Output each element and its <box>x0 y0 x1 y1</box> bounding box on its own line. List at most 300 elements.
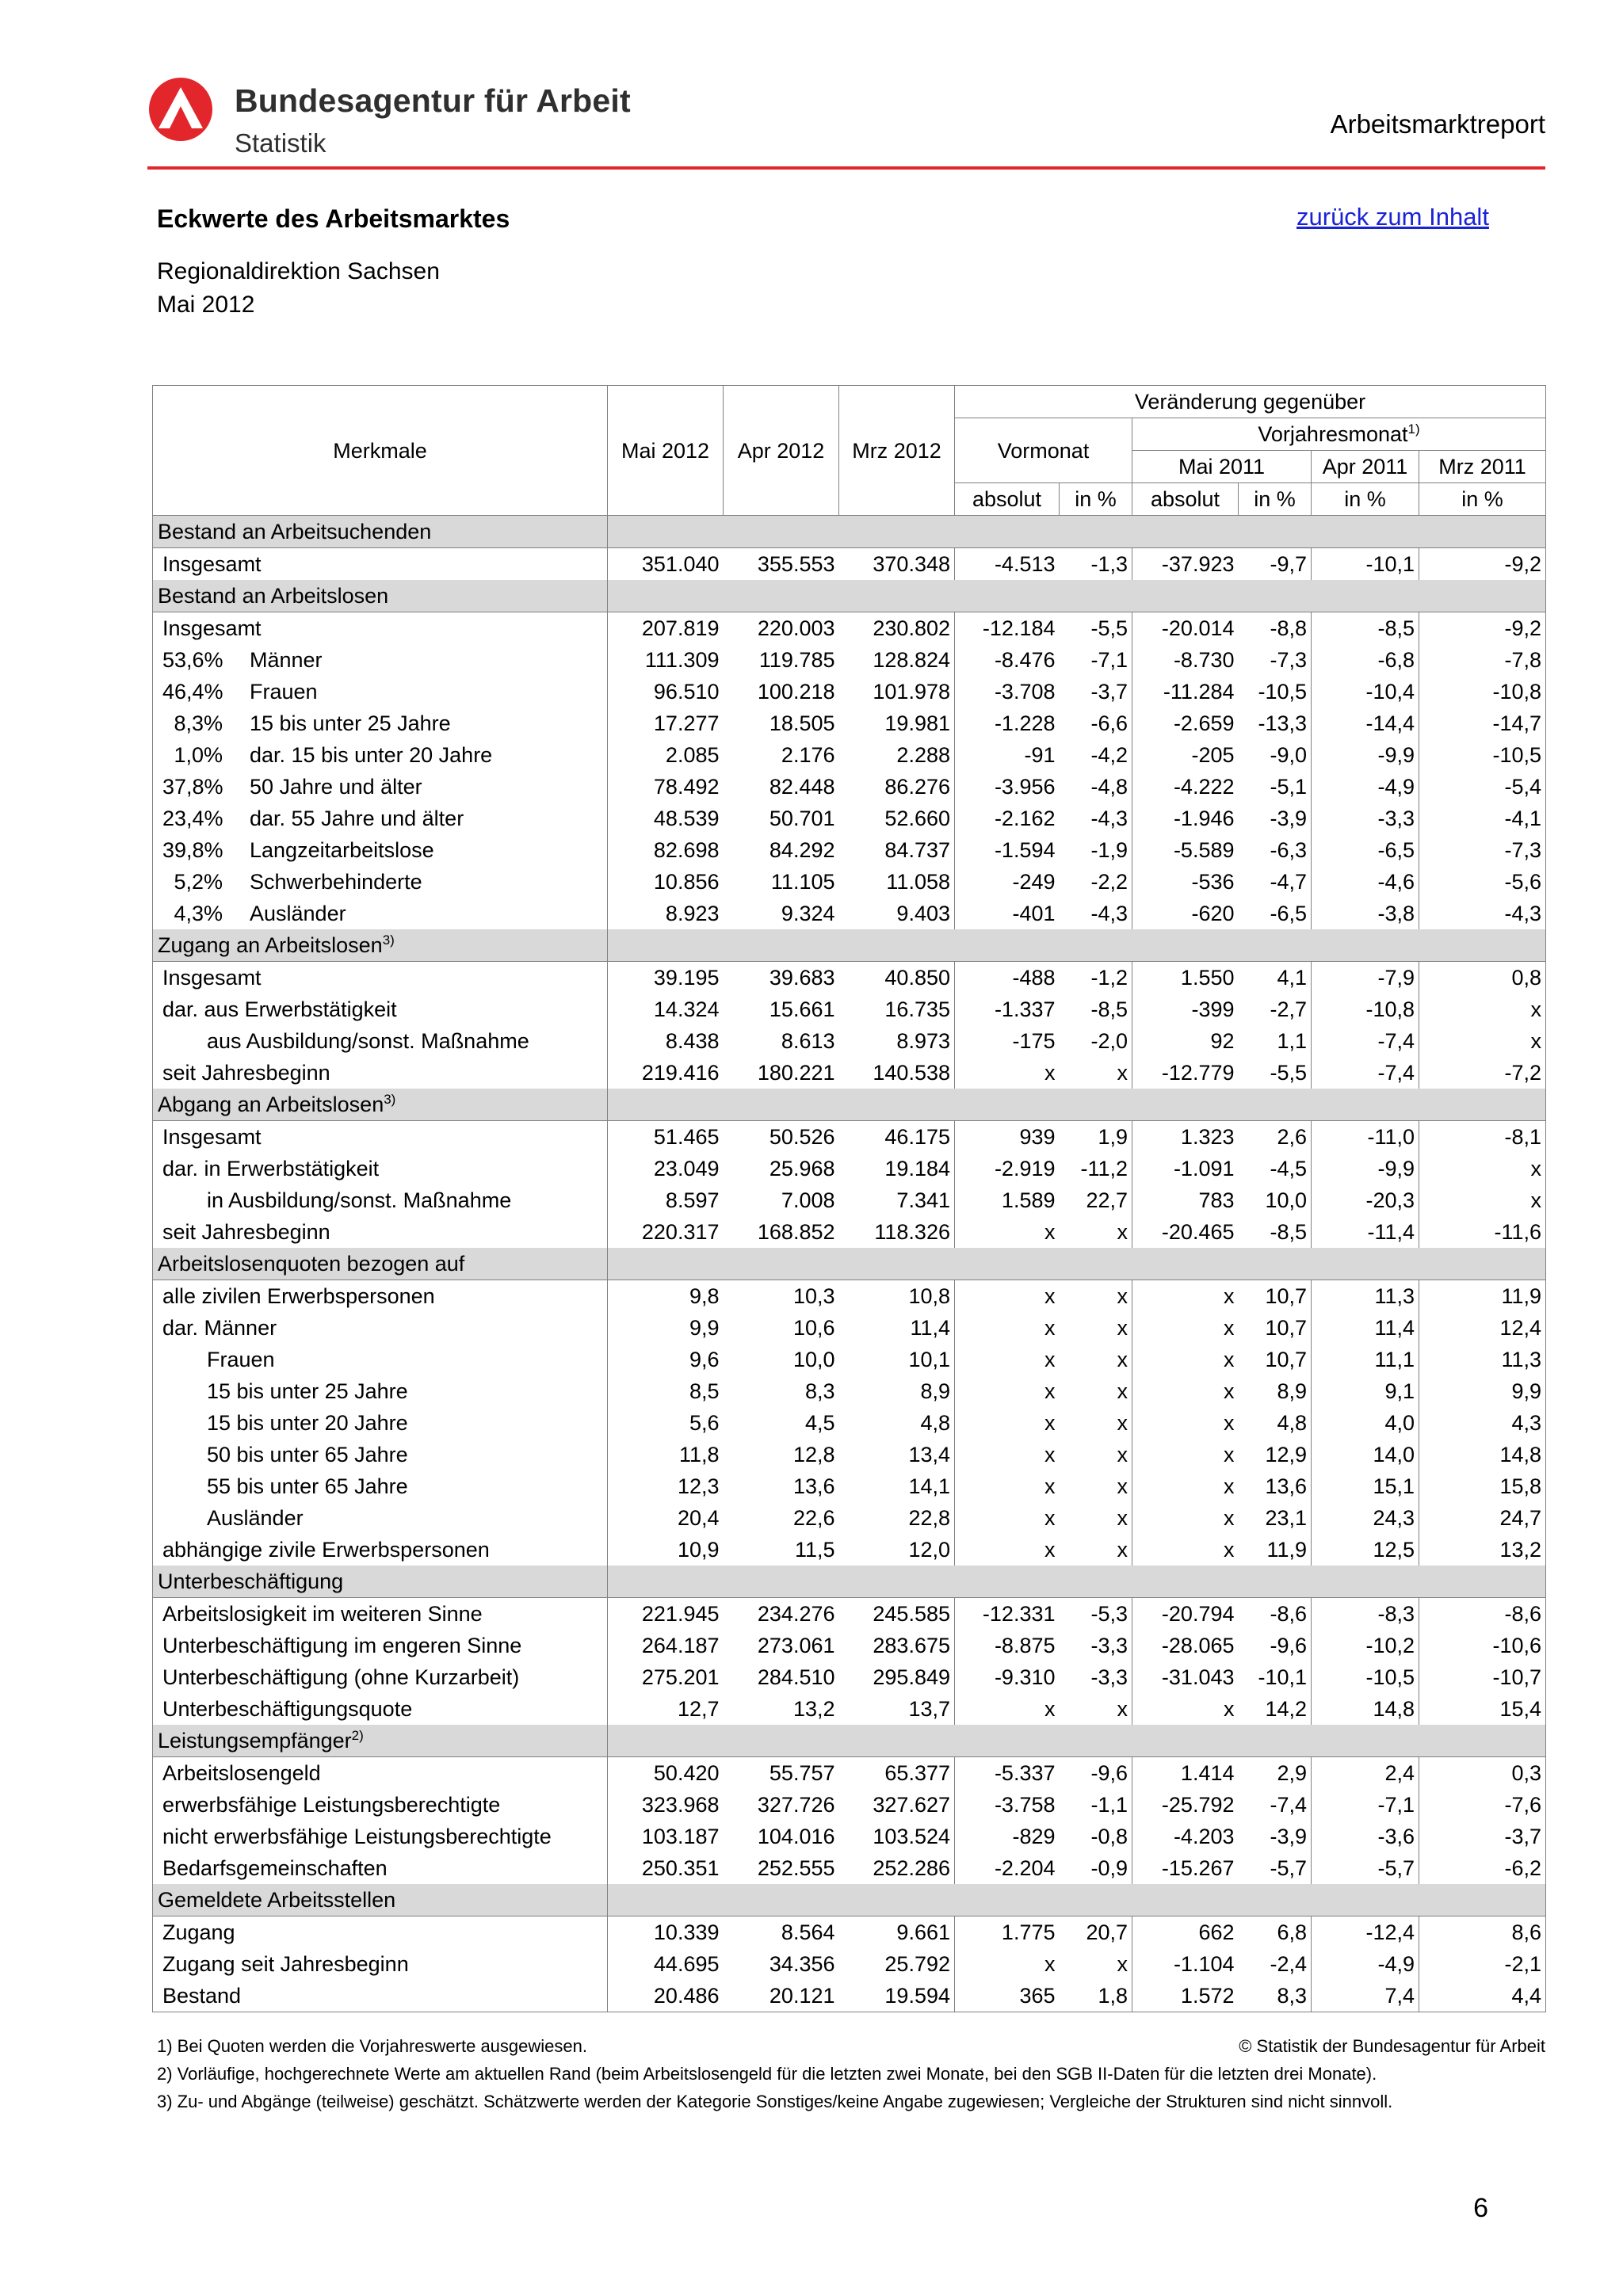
table-cell: -4.222 <box>1173 775 1235 799</box>
table-cell: x <box>1060 1534 1132 1566</box>
table-cell: 2,4 <box>1312 1757 1419 1790</box>
table-cell: -11,0 <box>1312 1121 1419 1154</box>
table-cell: 2.288 <box>839 739 955 771</box>
table-cell: x <box>1419 1153 1546 1184</box>
row-share-percent: 37,8% <box>162 775 223 799</box>
table-cell: 16.735 <box>839 994 955 1025</box>
section-fill <box>608 929 1546 962</box>
table-cell: 22,7 <box>1060 1184 1132 1216</box>
table-cell: 273.061 <box>757 1634 835 1657</box>
section-header-row <box>153 580 1546 612</box>
table-cell: -1.946 <box>1173 807 1235 830</box>
table-cell: x <box>1060 1344 1132 1375</box>
table-cell: x <box>1224 1284 1235 1308</box>
table-cell: x <box>1060 1375 1132 1407</box>
table-cell: 15.661 <box>769 997 835 1021</box>
table-cell: 25.792 <box>839 1948 955 1980</box>
row-label <box>153 676 608 707</box>
row-label <box>153 1121 608 1154</box>
table-cell: -8,5 <box>1060 994 1132 1025</box>
table-cell: 1.414 <box>1180 1761 1235 1785</box>
table-cell: 1.550 <box>1180 966 1235 990</box>
table-cell: 11,4 <box>839 1312 955 1344</box>
table-cell: -12.779 <box>1161 1061 1235 1085</box>
table-cell: -4,3 <box>1419 898 1546 929</box>
table-cell: -10,6 <box>1419 1630 1546 1661</box>
back-to-contents-link[interactable]: zurück zum Inhalt <box>1296 203 1489 231</box>
table-cell: 12,0 <box>839 1534 955 1566</box>
row-label-text: Ausländer <box>250 902 346 925</box>
table-cell: -8,5 <box>1312 612 1419 645</box>
table-cell: -9.310 <box>994 1665 1056 1689</box>
row-label-text: 55 bis unter 65 Jahre <box>207 1474 408 1498</box>
table-cell: -1.104 <box>1173 1952 1235 1976</box>
row-label-text: Unterbeschäftigung (ohne Kurzarbeit) <box>162 1665 520 1689</box>
row-label-text: Langzeitarbeitslose <box>250 838 434 862</box>
table-cell: 11,9 <box>1239 1534 1312 1566</box>
table-row <box>153 1852 1546 1884</box>
section-fill <box>608 1566 1546 1598</box>
table-cell: 119.785 <box>758 648 835 672</box>
table-cell: x <box>1044 1697 1056 1721</box>
table-cell: 11,4 <box>1312 1312 1419 1344</box>
table-cell: -4,3 <box>1060 898 1132 929</box>
table-cell: 221.945 <box>641 1602 720 1626</box>
table-cell: -91 <box>1024 743 1056 767</box>
table-cell: x <box>1044 1316 1056 1340</box>
table-row <box>153 1757 1546 1790</box>
row-label <box>153 1789 608 1821</box>
row-label-text: dar. Männer <box>162 1316 277 1340</box>
table-cell: 275.201 <box>641 1665 720 1689</box>
table-row <box>153 1216 1546 1248</box>
table-cell: 103.524 <box>839 1821 955 1852</box>
table-cell: 128.824 <box>839 644 955 676</box>
table-cell: x <box>1044 1474 1056 1498</box>
table-cell: 10.856 <box>653 870 720 894</box>
table-cell: x <box>1060 1693 1132 1725</box>
table-cell: x <box>1060 1280 1132 1313</box>
header-vormonat: Vormonat <box>955 418 1132 483</box>
header-mai-2012: Mai 2012 <box>608 386 724 516</box>
table-cell: 84.292 <box>769 838 835 862</box>
table-cell: 11,8 <box>678 1443 720 1466</box>
table-cell: 50.420 <box>653 1761 720 1785</box>
table-cell: -7,4 <box>1312 1057 1419 1089</box>
table-cell: -249 <box>1012 870 1056 894</box>
row-label <box>153 1917 608 1949</box>
row-label-text: nicht erwerbsfähige Leistungsberechtigte <box>162 1825 552 1848</box>
table-cell: 10.339 <box>653 1920 720 1944</box>
table-cell: 9,8 <box>689 1284 720 1308</box>
table-cell: 662 <box>1198 1920 1235 1944</box>
table-cell: -4,3 <box>1060 803 1132 834</box>
table-cell: 140.538 <box>839 1057 955 1089</box>
table-cell: -8,1 <box>1419 1121 1546 1154</box>
table-cell: -5.337 <box>994 1761 1056 1785</box>
row-label-text: Bestand <box>162 1984 242 2008</box>
section-header-row <box>153 1725 1546 1757</box>
table-cell: 1.775 <box>1001 1920 1056 1944</box>
table-cell: x <box>1224 1348 1235 1371</box>
table-cell: -7,4 <box>1239 1789 1312 1821</box>
section-fill <box>608 516 1546 548</box>
table-cell: 34.356 <box>769 1952 835 1976</box>
table-row <box>153 1375 1546 1407</box>
table-cell: 327.726 <box>757 1793 835 1817</box>
table-cell: 22,8 <box>839 1502 955 1534</box>
row-label <box>153 1470 608 1502</box>
table-cell: 230.802 <box>839 612 955 645</box>
table-cell: 234.276 <box>757 1602 835 1626</box>
table-cell: -13,3 <box>1239 707 1312 739</box>
table-cell: 22,6 <box>792 1506 835 1530</box>
table-cell: -7,4 <box>1312 1025 1419 1057</box>
table-cell: 13,2 <box>1419 1534 1546 1566</box>
row-label-text: 15 bis unter 25 Jahre <box>207 1379 408 1403</box>
table-cell: 82.698 <box>653 838 720 862</box>
table-cell: 14,8 <box>1419 1439 1546 1470</box>
table-cell: -10,7 <box>1419 1661 1546 1693</box>
table-cell: 51.465 <box>653 1125 720 1149</box>
table-cell: 5,6 <box>689 1411 720 1435</box>
copyright-note: © Statistik der Bundesagentur für Arbeit <box>1239 2036 1545 2056</box>
table-cell: -8,3 <box>1312 1598 1419 1630</box>
table-cell: 84.737 <box>839 834 955 866</box>
header-mai2011-absolut: absolut <box>1132 483 1239 516</box>
section-title <box>153 1566 608 1598</box>
row-label-text: 15 bis unter 20 Jahre <box>207 1411 408 1435</box>
table-cell: 939 <box>1019 1125 1056 1149</box>
table-cell: 8,5 <box>689 1379 720 1403</box>
header-mrz-2012: Mrz 2012 <box>839 386 955 516</box>
table-cell: 11,1 <box>1312 1344 1419 1375</box>
table-cell: -5,7 <box>1312 1852 1419 1884</box>
row-label-text: Insgesamt <box>162 552 262 576</box>
table-row <box>153 1789 1546 1821</box>
table-cell: 8.564 <box>781 1920 835 1944</box>
table-cell: 13,7 <box>839 1693 955 1725</box>
table-cell: -5,4 <box>1419 771 1546 803</box>
table-cell: 14.324 <box>653 997 720 1021</box>
table-cell: -829 <box>1012 1825 1056 1848</box>
table-cell: -9,6 <box>1060 1757 1132 1790</box>
row-label-text: Männer <box>250 648 323 672</box>
section-title-text: Unterbeschäftigung <box>158 1569 344 1593</box>
table-cell: x <box>1060 1470 1132 1502</box>
row-share-percent: 53,6% <box>162 648 223 672</box>
table-cell: 14,0 <box>1312 1439 1419 1470</box>
footnote-3: 3) Zu- und Abgänge (teilweise) geschätzt. Schätzwerte werden der Kategorie Sonstiges/keine Angabe zugewiesen; Vergleiche der Strukturen sind nicht sinnvoll. <box>157 2092 1393 2111</box>
row-share-percent: 39,8% <box>162 838 223 862</box>
table-cell: 9,6 <box>689 1348 720 1371</box>
table-cell: 19.981 <box>839 707 955 739</box>
row-label <box>153 1948 608 1980</box>
table-cell: -2,4 <box>1239 1948 1312 1980</box>
table-cell: 8.438 <box>665 1029 720 1053</box>
table-cell: -10,2 <box>1312 1630 1419 1661</box>
table-cell: 264.187 <box>641 1634 720 1657</box>
table-cell: 13,4 <box>839 1439 955 1470</box>
table-cell: -1,2 <box>1060 962 1132 994</box>
table-cell: 20,7 <box>1060 1917 1132 1949</box>
row-label-text: Frauen <box>250 680 318 704</box>
table-cell: 10,7 <box>1239 1312 1312 1344</box>
table-cell: 9,1 <box>1312 1375 1419 1407</box>
table-cell: -3,8 <box>1312 898 1419 929</box>
table-cell: -4,5 <box>1239 1153 1312 1184</box>
footnote-ref: 3) <box>382 933 395 948</box>
table-cell: -5.589 <box>1173 838 1235 862</box>
row-label <box>153 1630 608 1661</box>
table-cell: x <box>1224 1316 1235 1340</box>
table-cell: 9.324 <box>781 902 835 925</box>
table-cell: 13,6 <box>792 1474 835 1498</box>
header-divider <box>147 166 1545 170</box>
table-cell: 20,4 <box>677 1506 720 1530</box>
table-row <box>153 834 1546 866</box>
table-cell: -8,6 <box>1239 1598 1312 1630</box>
row-label <box>153 1534 608 1566</box>
row-label <box>153 548 608 581</box>
table-cell: 0,3 <box>1419 1757 1546 1790</box>
table-cell: 92 <box>1210 1029 1235 1053</box>
table-cell: 12,3 <box>677 1474 720 1498</box>
table-cell: -10,8 <box>1419 676 1546 707</box>
table-cell: 327.627 <box>839 1789 955 1821</box>
table-cell: x <box>1224 1697 1235 1721</box>
table-cell: 10,7 <box>1239 1280 1312 1313</box>
table-cell: 252.286 <box>839 1852 955 1884</box>
row-label <box>153 994 608 1025</box>
row-label-text: Arbeitslosigkeit im weiteren Sinne <box>162 1602 483 1626</box>
section-title <box>153 1089 608 1121</box>
table-cell: 55.757 <box>769 1761 835 1785</box>
table-cell: 220.003 <box>757 616 835 640</box>
table-row <box>153 1598 1546 1630</box>
section-title-text: Gemeldete Arbeitsstellen <box>158 1888 396 1912</box>
row-label <box>153 707 608 739</box>
table-cell: x <box>1060 1057 1132 1089</box>
row-label-text: Insgesamt <box>162 616 262 640</box>
table-cell: -7,1 <box>1060 644 1132 676</box>
table-cell: -3,3 <box>1312 803 1419 834</box>
org-name: Bundesagentur für Arbeit <box>235 82 631 119</box>
table-cell: x <box>1060 1312 1132 1344</box>
row-label <box>153 1598 608 1630</box>
table-cell: -10,5 <box>1239 676 1312 707</box>
row-label <box>153 1375 608 1407</box>
table-cell: -9,7 <box>1239 548 1312 581</box>
table-cell: 365 <box>955 1980 1060 2012</box>
table-cell: 50.526 <box>769 1125 835 1149</box>
table-header <box>153 386 1546 516</box>
section-header-row <box>153 1089 1546 1121</box>
row-label-text: dar. 15 bis unter 20 Jahre <box>250 743 493 767</box>
table-row <box>153 1407 1546 1439</box>
table-row <box>153 1312 1546 1344</box>
header-mai-2011: Mai 2011 <box>1132 451 1312 483</box>
section-title <box>153 1884 608 1917</box>
table-cell: -20.465 <box>1161 1220 1235 1244</box>
row-label <box>153 1693 608 1725</box>
table-cell: 207.819 <box>641 616 720 640</box>
table-cell: 245.585 <box>839 1598 955 1630</box>
table-cell: -2.204 <box>994 1856 1056 1880</box>
table-cell: 14,2 <box>1239 1693 1312 1725</box>
labour-market-table <box>152 385 1546 2012</box>
table-cell: -3,9 <box>1239 1821 1312 1852</box>
row-share-percent: 4,3% <box>174 902 223 925</box>
row-label <box>153 1312 608 1344</box>
table-cell: -3.708 <box>994 680 1056 704</box>
table-row <box>153 707 1546 739</box>
table-cell: -536 <box>1191 870 1235 894</box>
table-cell: -6,5 <box>1312 834 1419 866</box>
table-cell: 10,9 <box>677 1538 720 1562</box>
table-cell: -205 <box>1191 743 1235 767</box>
table-cell: 1,9 <box>1060 1121 1132 1154</box>
table-cell: 219.416 <box>641 1061 720 1085</box>
table-cell: -8.730 <box>1173 648 1235 672</box>
table-row <box>153 803 1546 834</box>
table-cell: -7,1 <box>1312 1789 1419 1821</box>
table-row <box>153 1057 1546 1089</box>
table-cell: 14,1 <box>839 1470 955 1502</box>
table-cell: 111.309 <box>644 648 720 672</box>
table-cell: 4,8 <box>839 1407 955 1439</box>
table-cell: 65.377 <box>839 1757 955 1790</box>
row-label-text: 50 bis unter 65 Jahre <box>207 1443 408 1466</box>
table-cell: 1.572 <box>1132 1980 1239 2012</box>
table-cell: x <box>1224 1506 1235 1530</box>
header-veraenderung: Veränderung gegenüber <box>955 386 1546 418</box>
row-label-text: 50 Jahre und älter <box>250 775 422 799</box>
footnote-ref: 3) <box>384 1092 396 1107</box>
table-cell: -8,5 <box>1239 1216 1312 1248</box>
table-cell: 11,3 <box>1419 1344 1546 1375</box>
row-label-text: seit Jahresbeginn <box>162 1220 330 1244</box>
row-label <box>153 1661 608 1693</box>
row-label <box>153 612 608 645</box>
table-cell: 1.589 <box>1001 1188 1056 1212</box>
table-cell: x <box>1044 1506 1056 1530</box>
table-row <box>153 1661 1546 1693</box>
table-cell: 20.121 <box>724 1980 839 2012</box>
row-label <box>153 1025 608 1057</box>
table-cell: 46.175 <box>839 1121 955 1154</box>
section-fill <box>608 1884 1546 1917</box>
row-label <box>153 739 608 771</box>
table-cell: 355.553 <box>757 552 835 576</box>
table-cell: -12.331 <box>982 1602 1056 1626</box>
row-label <box>153 866 608 898</box>
table-cell: 7.008 <box>781 1188 835 1212</box>
table-cell: 12,7 <box>677 1697 720 1721</box>
table-cell: 25.968 <box>769 1157 835 1180</box>
row-share-percent: 1,0% <box>174 743 223 767</box>
row-label-text: seit Jahresbeginn <box>162 1061 330 1085</box>
table-cell: -5,6 <box>1419 866 1546 898</box>
table-cell: x <box>1044 1284 1056 1308</box>
table-cell: -12,4 <box>1312 1917 1419 1949</box>
table-cell: -3.758 <box>994 1793 1056 1817</box>
section-header-row <box>153 516 1546 548</box>
table-cell: -401 <box>1012 902 1056 925</box>
table-cell: -1,3 <box>1060 548 1132 581</box>
row-label-text: Unterbeschäftigungsquote <box>162 1697 413 1721</box>
table-cell: x <box>1419 994 1546 1025</box>
table-cell: 118.326 <box>839 1216 955 1248</box>
section-header-row <box>153 1566 1546 1598</box>
table-row <box>153 1534 1546 1566</box>
table-cell: x <box>1224 1379 1235 1403</box>
table-cell: -7,9 <box>1312 962 1419 994</box>
table-cell: -9,6 <box>1239 1630 1312 1661</box>
section-fill <box>608 1248 1546 1280</box>
table-cell: -10,8 <box>1312 994 1419 1025</box>
row-label-text: Arbeitslosengeld <box>162 1761 321 1785</box>
table-cell: 220.317 <box>641 1220 720 1244</box>
row-label <box>153 1502 608 1534</box>
table-cell: 4,1 <box>1239 962 1312 994</box>
table-cell: -8.476 <box>994 648 1056 672</box>
report-month: Mai 2012 <box>157 292 255 318</box>
table-cell: 24,3 <box>1312 1502 1419 1534</box>
table-cell: -1.337 <box>994 997 1056 1021</box>
section-title <box>153 1725 608 1757</box>
table-cell: -11,4 <box>1312 1216 1419 1248</box>
table-cell: 11,3 <box>1312 1280 1419 1313</box>
header-mrz2011-pct: in % <box>1419 483 1546 516</box>
table-cell: 2.085 <box>665 743 720 767</box>
report-title: Arbeitsmarktreport <box>1330 109 1545 139</box>
table-cell: 2.176 <box>781 743 835 767</box>
table-row <box>153 1980 1546 2012</box>
table-cell: -4,2 <box>1060 739 1132 771</box>
section-title <box>153 929 608 962</box>
row-label <box>153 1980 608 2012</box>
header-apr-2012: Apr 2012 <box>724 386 839 516</box>
table-cell: 8.613 <box>781 1029 835 1053</box>
table-cell: -12.184 <box>982 616 1056 640</box>
table-cell: x <box>1044 1952 1056 1976</box>
table-cell: -2.162 <box>994 807 1056 830</box>
table-cell: -4,1 <box>1419 803 1546 834</box>
table-cell: 96.510 <box>653 680 720 704</box>
table-cell: 10,0 <box>792 1348 835 1371</box>
section-title-text: Leistungsempfänger <box>158 1729 352 1753</box>
footnote-ref: 2) <box>351 1728 364 1743</box>
table-cell: -620 <box>1191 902 1235 925</box>
table-row <box>153 1693 1546 1725</box>
table-cell: x <box>1044 1443 1056 1466</box>
table-cell: -175 <box>1012 1029 1056 1053</box>
table-cell: -10,1 <box>1312 548 1419 581</box>
table-cell: 284.510 <box>757 1665 835 1689</box>
section-header-row <box>153 1884 1546 1917</box>
table-cell: x <box>1060 1502 1132 1534</box>
table-cell: 14,8 <box>1312 1693 1419 1725</box>
table-cell: 2,6 <box>1239 1121 1312 1154</box>
table-cell: -6,8 <box>1312 644 1419 676</box>
table-cell: 10,0 <box>1239 1184 1312 1216</box>
table-cell: -4,9 <box>1312 1948 1419 1980</box>
row-share-percent: 8,3% <box>174 711 223 735</box>
table-cell: -14,7 <box>1419 707 1546 739</box>
table-row <box>153 644 1546 676</box>
table-cell: 18.505 <box>769 711 835 735</box>
